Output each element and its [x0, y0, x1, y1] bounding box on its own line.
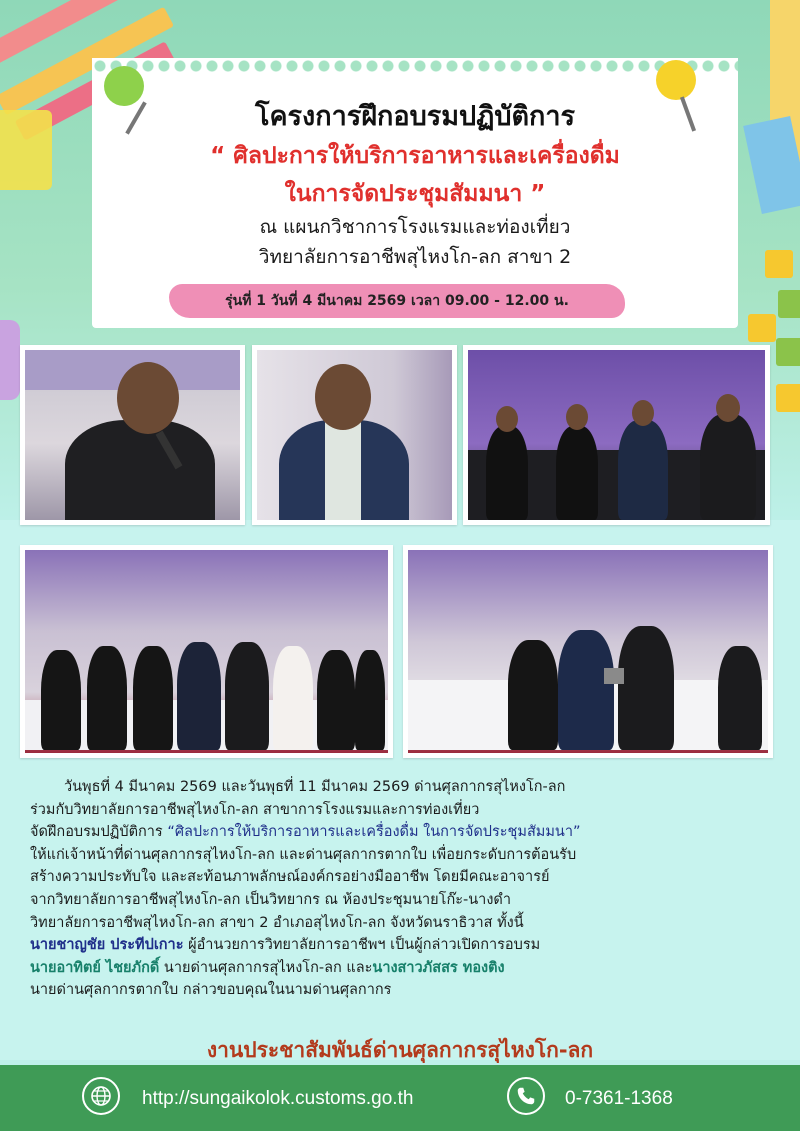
globe-icon	[82, 1077, 120, 1115]
website-link[interactable]: http://sungaikolok.customs.go.th	[142, 1088, 414, 1109]
group-photo	[20, 545, 393, 758]
paragraph-line: สร้างความประทับใจ และสะท้อนภาพลักษณ์องค์กรอย่างมืออาชีพ โดยมีคณะอาจารย์	[30, 869, 550, 886]
cup-decoration	[0, 110, 52, 190]
round-date-banner: รุ่นที่ 1 วันที่ 4 มีนาคม 2569 เวลา 09.00 - 12.00 น.	[169, 284, 625, 318]
course-title-line2: ในการจัดประชุมสัมมนา ”	[284, 181, 546, 207]
certificate-presentation-photo	[403, 545, 773, 758]
director-name: นายชาญชัย ประทีปเกาะ	[30, 937, 184, 954]
phone-number[interactable]: 0-7361-1368	[565, 1088, 673, 1109]
scissors-decoration	[0, 320, 20, 400]
news-paragraph	[30, 776, 770, 1002]
speaker-standing-photo	[252, 345, 457, 525]
block-decoration	[776, 338, 800, 366]
speaker-with-microphone-photo	[20, 345, 245, 525]
paragraph-line: นายด่านศุลกากรสุไหงโก-ลก และ	[159, 959, 373, 976]
block-decoration	[778, 290, 800, 318]
pushpin-green-icon	[104, 66, 144, 106]
footer-bar	[0, 1065, 800, 1131]
block-decoration	[776, 384, 800, 412]
paragraph-line: จากวิทยาลัยการอาชีพสุไหงโก-ลก เป็นวิทยากร ณ ห้องประชุมนายโก๊ะ-นางดำ	[30, 891, 511, 908]
paragraph-line: ให้แก่เจ้าหน้าที่ด่านศุลกากรสุไหงโก-ลก และด่านศุลกากรตากใบ เพื่อยกระดับการต้อนรับ	[30, 846, 577, 863]
paragraph-line: นายด่านศุลกากรตากใบ กล่าวขอบคุณในนามด่านศุลกากร	[30, 982, 392, 999]
seated-guests-photo	[463, 345, 770, 525]
venue-line1: ณ แผนกวิชาการโรงแรมและท่องเที่ยว	[259, 216, 571, 238]
course-name-quote: “ศิลปะการให้บริการอาหารและเครื่องดื่ม ในการจัดประชุมสัมมนา”	[167, 824, 581, 841]
phone-icon	[507, 1077, 545, 1115]
paragraph-line: วันพุธที่ 4 มีนาคม 2569 และวันพุธที่ 11 มีนาคม 2569 ด่านศุลกากรสุไหงโก-ลก	[64, 779, 566, 795]
takbai-chief-name: นางสาวภัสสร ทองติง	[372, 959, 505, 976]
course-title-line1: “ ศิลปะการให้บริการอาหารและเครื่องดื่ม	[210, 143, 620, 169]
customs-chief-name: นายอาทิตย์ ไชยภักดิ์	[30, 959, 160, 976]
paragraph-line: วิทยาลัยการอาชีพสุไหงโก-ลก สาขา 2 อำเภอสุไหงโก-ลก จังหวัดนราธิวาส ทั้งนี้	[30, 914, 524, 931]
project-title: โครงการฝึกอบรมปฏิบัติการ	[254, 101, 576, 132]
block-decoration	[765, 250, 793, 278]
paragraph-line: จัดฝึกอบรมปฏิบัติการ	[30, 824, 168, 841]
pr-signature: งานประชาสัมพันธ์ด่านศุลกากรสุไหงโก-ลก	[206, 1038, 594, 1062]
paragraph-line: ร่วมกับวิทยาลัยการอาชีพสุไหงโก-ลก สาขาการโรงแรมและการท่องเที่ยว	[30, 801, 480, 818]
header-card	[92, 66, 738, 328]
block-decoration	[748, 314, 776, 342]
venue-line2: วิทยาลัยการอาชีพสุไหงโก-ลก สาขา 2	[258, 246, 572, 268]
paragraph-line: ผู้อำนวยการวิทยาลัยการอาชีพฯ เป็นผู้กล่าวเปิดการอบรม	[183, 937, 541, 954]
pushpin-yellow-icon	[656, 60, 696, 100]
